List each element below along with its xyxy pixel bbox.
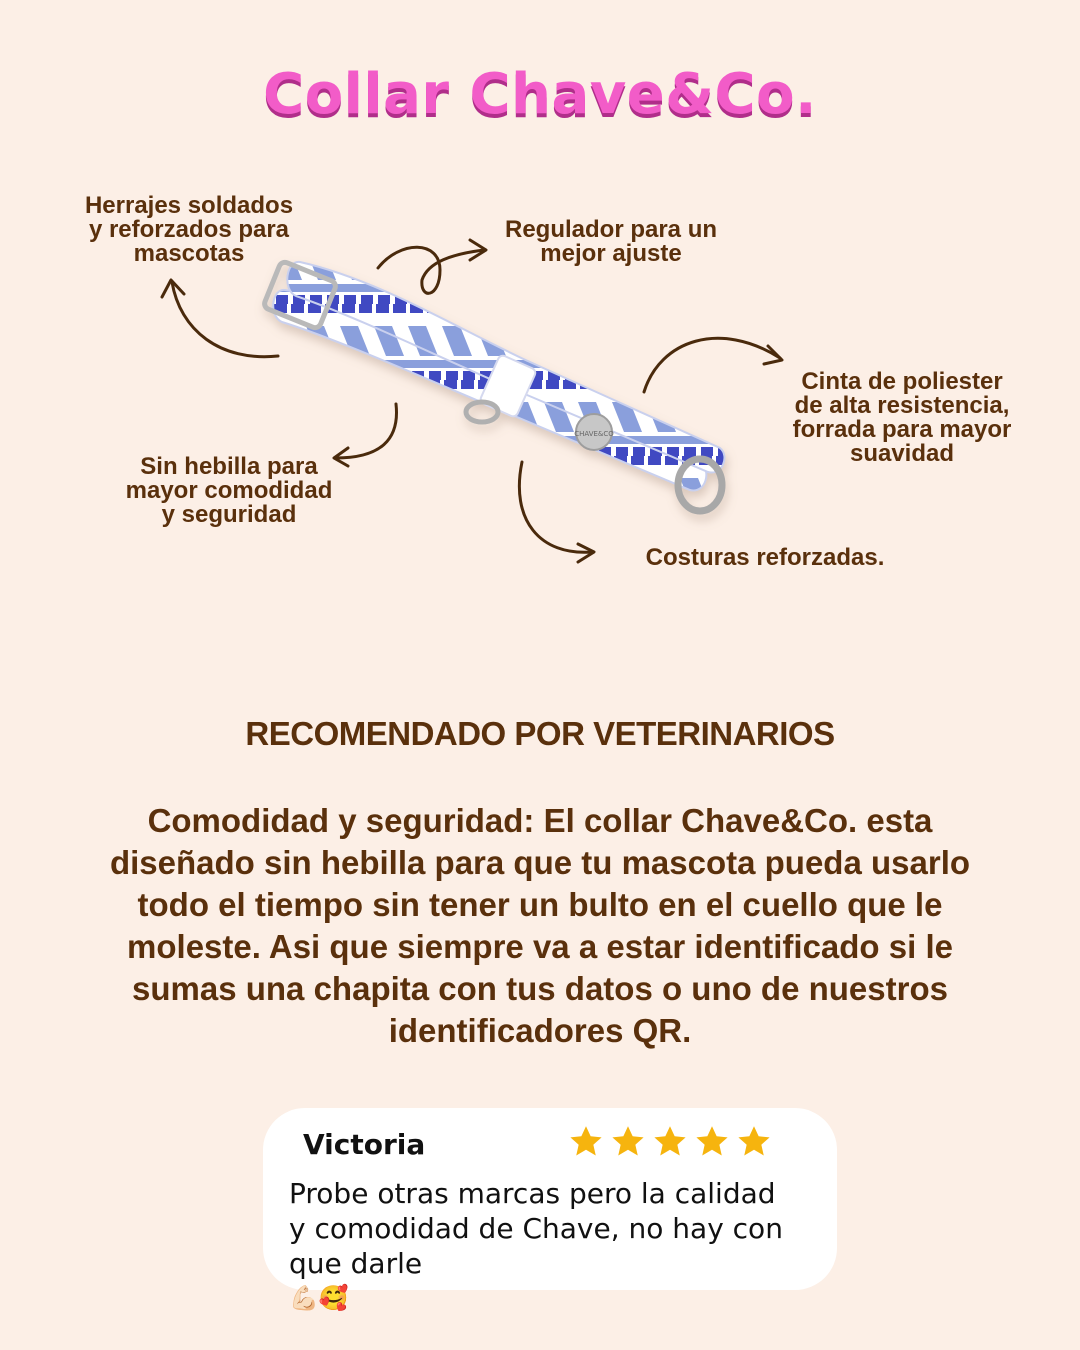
feature-hebilla-line: y seguridad — [161, 501, 297, 528]
arrow-regulador — [378, 247, 484, 293]
feature-hebilla — [90, 455, 368, 527]
feature-regulador-line: Regulador para un — [504, 216, 718, 243]
page-title: Collar Chave&Co. — [263, 62, 817, 127]
review-card — [263, 1108, 837, 1312]
review-line: Probe otras marcas pero la calidad — [289, 1177, 776, 1210]
feature-cinta-line: Cinta de poliester — [801, 368, 1003, 395]
description-line: diseñado sin hebilla para que tu mascota pueda usarlo — [109, 844, 971, 881]
arrow-cinta — [644, 338, 780, 392]
star-icon — [694, 1124, 730, 1160]
description — [60, 800, 1020, 1052]
review-line — [289, 1246, 829, 1316]
rating-stars — [568, 1124, 772, 1164]
feature-cinta — [776, 370, 1028, 466]
star-icon — [568, 1124, 604, 1160]
small-ring — [466, 402, 498, 422]
feature-herrajes-line: y reforzados para — [88, 216, 290, 243]
feature-herrajes-line: mascotas — [133, 240, 245, 267]
description-line: todo el tiempo sin tener un bulto en el cuello que le — [137, 886, 943, 923]
review-line: y comodidad de Chave, no hay con — [289, 1212, 783, 1245]
feature-costuras: Costuras reforzadas. — [645, 544, 885, 571]
emoji-icons: 💪🏻🥰 — [289, 1284, 349, 1312]
feature-regulador — [480, 218, 742, 266]
feature-cinta-line: forrada para mayor — [792, 416, 1012, 443]
collar-diagram — [0, 0, 1080, 640]
review-line-text: que darle — [289, 1247, 423, 1280]
section-heading: RECOMENDADO POR VETERINARIOS — [245, 715, 835, 752]
star-icon — [610, 1124, 646, 1160]
feature-cinta-line: de alta resistencia, — [794, 392, 1010, 419]
feature-hebilla-line: Sin hebilla para — [140, 453, 318, 480]
description-line: moleste. Asi que siempre va a estar identificado si le — [127, 928, 953, 965]
reviewer-name: Victoria — [303, 1128, 426, 1161]
review-text — [289, 1176, 829, 1316]
star-icon — [736, 1124, 772, 1160]
brand-badge-text: CHAVE&CO — [574, 430, 614, 438]
arrow-herrajes — [172, 282, 278, 357]
arrow-costuras — [519, 462, 592, 552]
feature-regulador-line: mejor ajuste — [540, 240, 682, 267]
star-icon — [652, 1124, 688, 1160]
description-line: sumas una chapita con tus datos o uno de nuestros — [132, 970, 948, 1007]
feature-cinta-line: suavidad — [849, 440, 955, 467]
feature-herrajes — [60, 194, 318, 266]
description-line: identificadores QR. — [388, 1012, 692, 1049]
description-line: Comodidad y seguridad: El collar Chave&Co. esta — [147, 802, 933, 839]
feature-hebilla-line: mayor comodidad — [125, 477, 333, 504]
feature-herrajes-line: Herrajes soldados — [84, 192, 294, 219]
